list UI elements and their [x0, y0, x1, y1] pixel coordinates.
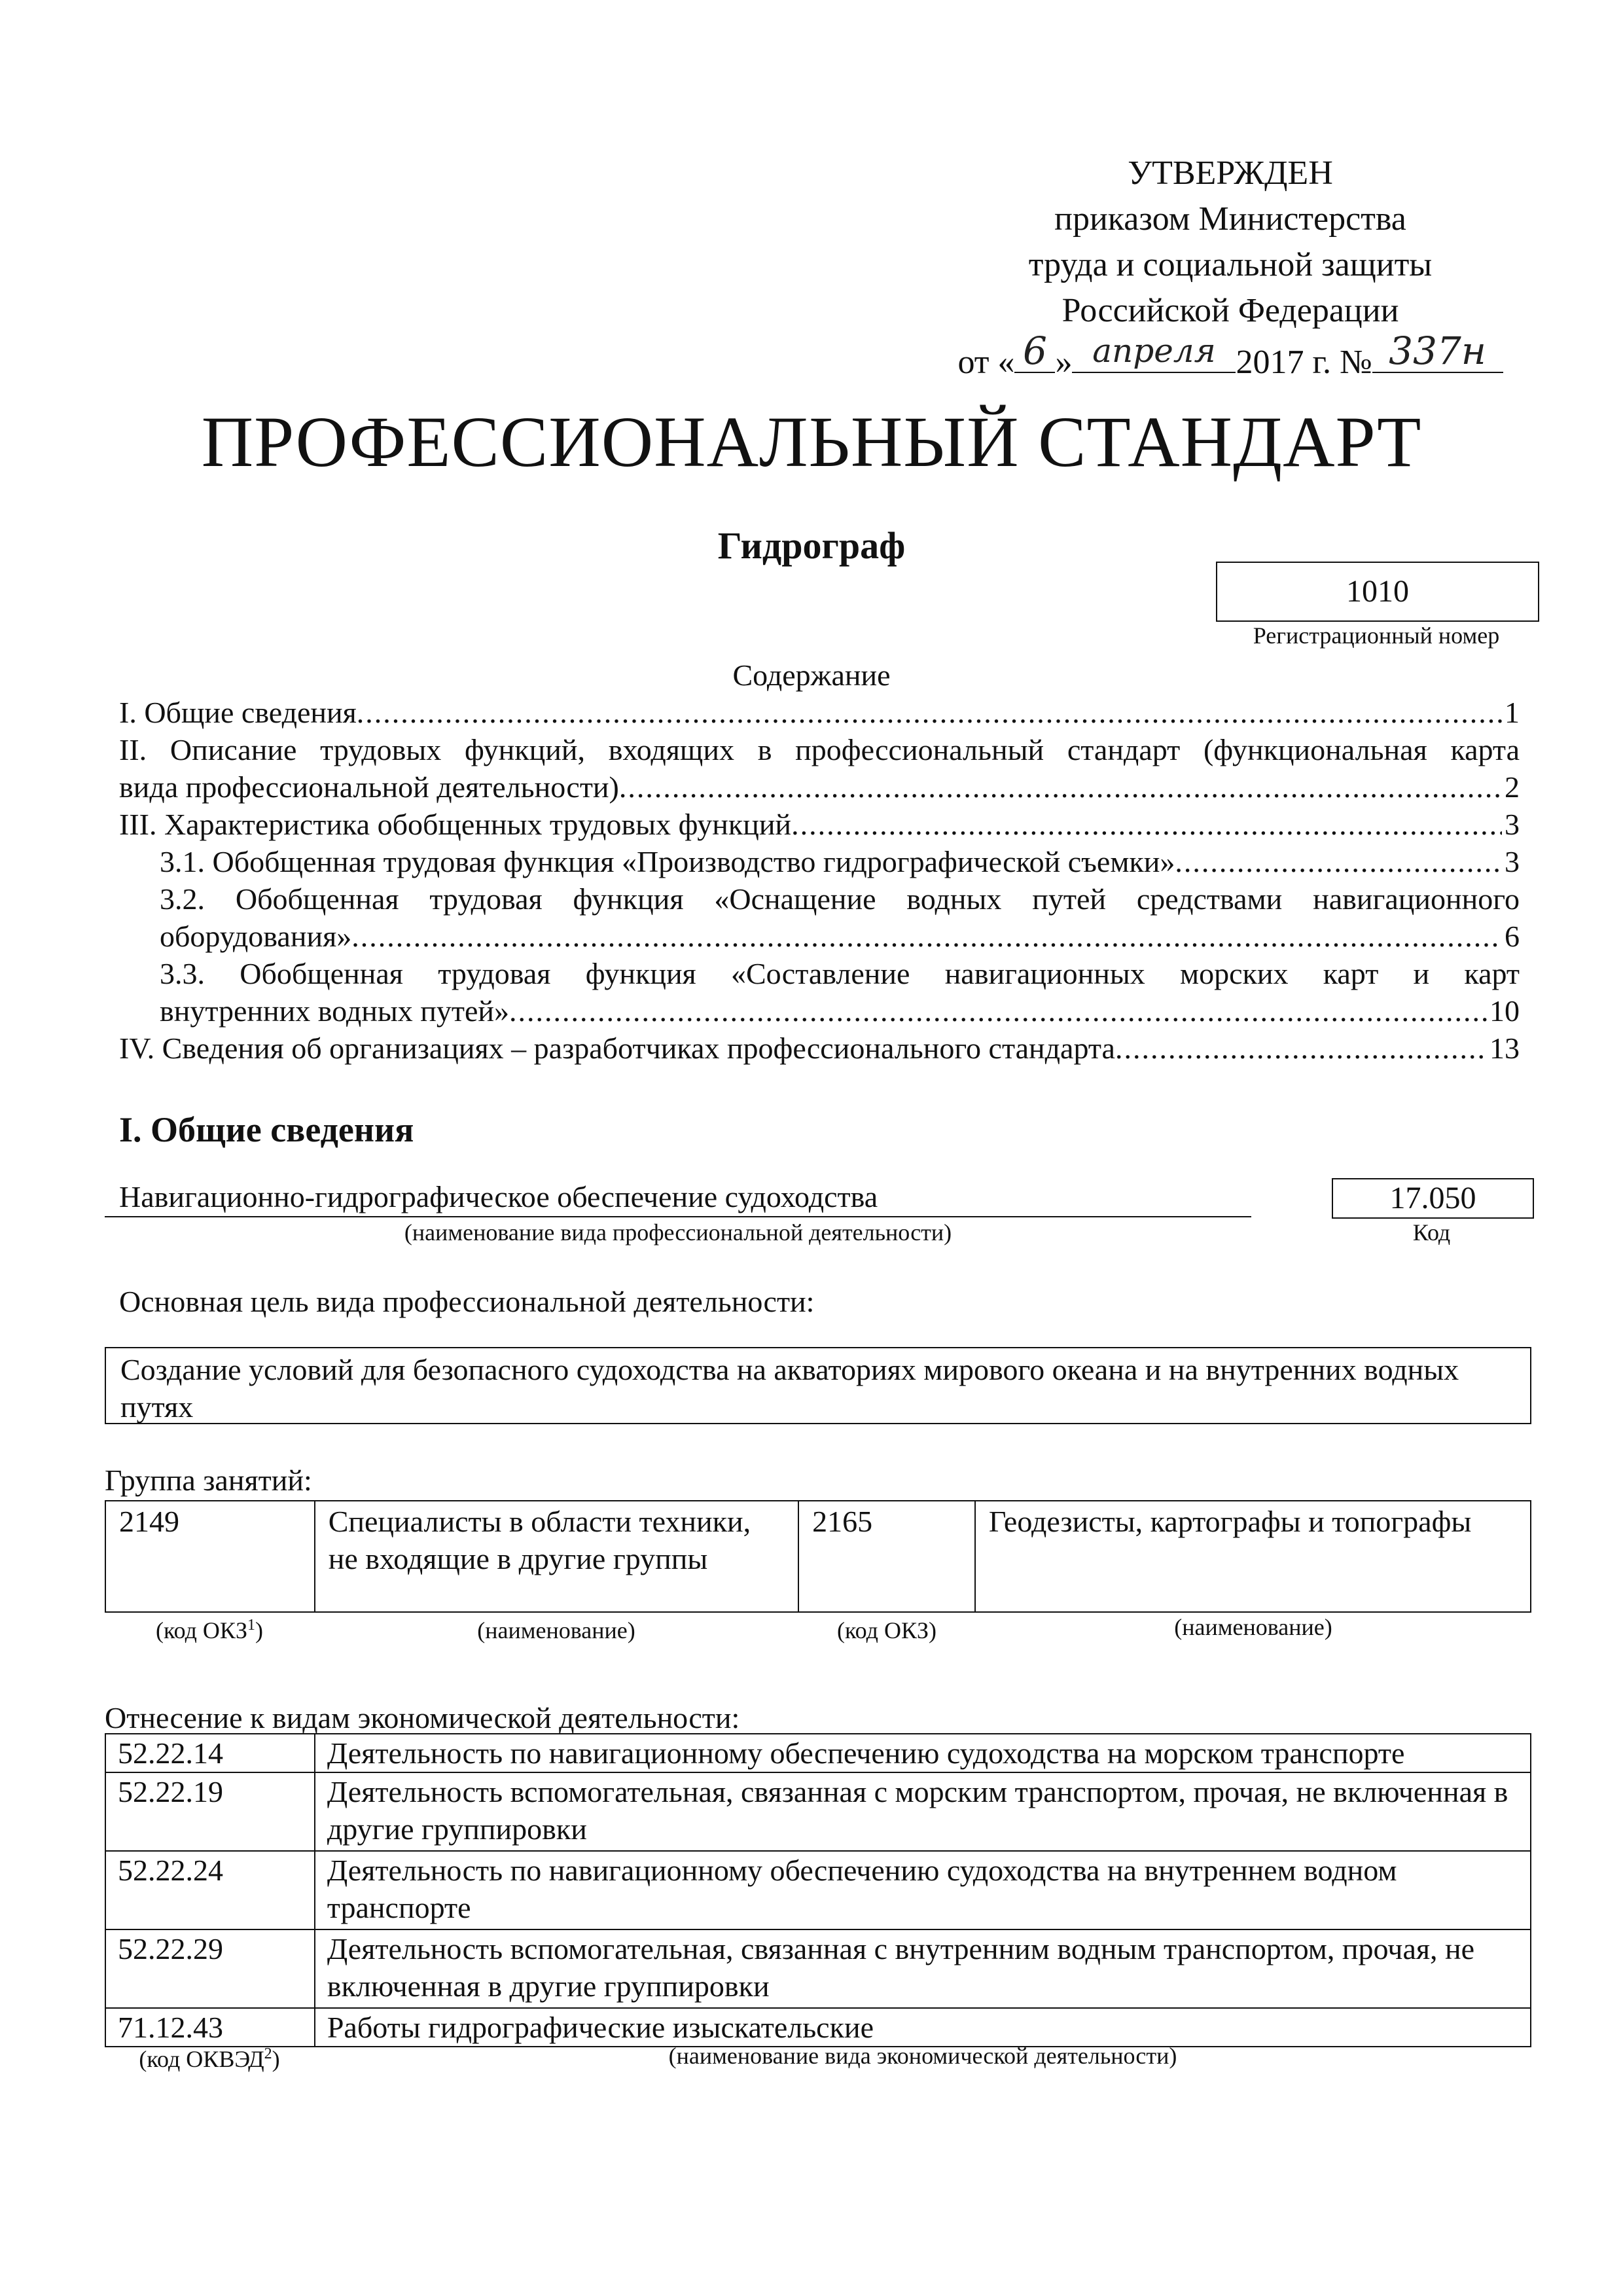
okz-code-cell: 2149 — [105, 1501, 315, 1612]
toc-item-3-3[interactable] — [119, 955, 1520, 1030]
toc-item-3-1[interactable] — [119, 843, 1520, 880]
okved-code-cell: 52.22.24 — [105, 1851, 315, 1929]
okz-code-caption — [105, 1617, 314, 1644]
toc-item-text-cont: внутренних водных путей» — [160, 994, 510, 1028]
approval-number-field — [1372, 329, 1503, 373]
approval-line-4: Российской Федерации — [1061, 292, 1399, 329]
approval-month-field — [1072, 334, 1236, 373]
approval-date-prefix: от « — [957, 344, 1015, 381]
approval-date-mid: » — [1055, 344, 1073, 381]
toc-title: Содержание — [732, 658, 891, 692]
toc-item-text: 3.3. Обобщенная трудовая функция «Составление навигационных морских карт и карт — [160, 957, 1520, 990]
toc-item-page: 1 — [1505, 696, 1520, 729]
caption-close: ) — [272, 2046, 280, 2072]
okved-table — [105, 1733, 1531, 2047]
toc-item-text: II. Описание трудовых функций, входящих в профессиональный стандарт (функциональная карта — [119, 733, 1520, 766]
toc-item-2[interactable] — [119, 731, 1520, 806]
caption-close: ) — [255, 1617, 263, 1643]
table-of-contents — [119, 694, 1520, 1067]
toc-item-text: III. Характеристика обобщенных трудовых функций — [119, 808, 792, 841]
caption-text: (код ОКВЭД — [139, 2046, 264, 2072]
okved-code-cell: 52.22.19 — [105, 1772, 315, 1851]
activity-code-caption: Код — [1412, 1219, 1451, 1246]
toc-item-text: IV. Сведения об организациях – разработчиках профессионального стандарта — [119, 1031, 1115, 1065]
okved-name-cell: Деятельность по навигационному обеспечению судоходства на внутреннем водном транспорте — [315, 1851, 1531, 1929]
table-row — [105, 1851, 1531, 1929]
toc-item-page: 3 — [1505, 808, 1520, 841]
footnote-mark[interactable]: 1 — [247, 1617, 255, 1634]
okz-code-caption-2: (код ОКЗ) — [837, 1617, 936, 1643]
approval-day-handwritten: 6 — [1023, 329, 1047, 373]
okz-code-cell: 2165 — [798, 1501, 975, 1612]
approval-date-line — [903, 329, 1558, 386]
goal-label: Основная цель вида профессиональной деятельности: — [119, 1285, 815, 1318]
occupation-group-table — [105, 1500, 1531, 1613]
group-label: Группа занятий: — [105, 1463, 312, 1497]
okz-name-cell: Геодезисты, картографы и топографы — [975, 1501, 1531, 1612]
toc-item-page: 10 — [1489, 994, 1520, 1028]
okved-name-caption: (наименование вида экономической деятельности) — [668, 2043, 1177, 2069]
table-row — [105, 1772, 1531, 1851]
toc-item-text: I. Общие сведения — [119, 696, 357, 729]
activity-caption: (наименование вида профессиональной деятельности) — [404, 1219, 952, 1246]
okved-code-caption — [105, 2045, 314, 2073]
toc-item-3[interactable] — [119, 806, 1520, 843]
approval-number-handwritten: 337н — [1389, 329, 1487, 373]
goal-box: Создание условий для безопасного судоходства на акваториях мирового океана и на внутренних водных путях — [105, 1347, 1531, 1424]
table-row — [105, 1501, 1531, 1612]
approval-year: 2017 г. № — [1236, 344, 1372, 381]
section-heading: I. Общие сведения — [119, 1110, 414, 1149]
okved-name-cell: Деятельность вспомогательная, связанная с внутренним водным транспортом, прочая, не включенная в другие группировки — [315, 1929, 1531, 2008]
approval-day-field — [1014, 329, 1055, 373]
activity-code-box: 17.050 — [1332, 1178, 1534, 1219]
approval-line-3: труда и социальной защиты — [1028, 246, 1433, 283]
document-subtitle: Гидрограф — [717, 524, 906, 567]
approval-line-2: приказом Министерства — [1054, 200, 1406, 238]
registration-number-box: 1010 — [1216, 562, 1539, 622]
table-row — [105, 1929, 1531, 2008]
toc-item-3-2[interactable] — [119, 880, 1520, 955]
approval-block — [903, 151, 1558, 386]
okved-code-cell: 52.22.29 — [105, 1929, 315, 2008]
activity-underline — [105, 1216, 1251, 1217]
toc-item-text: 3.1. Обобщенная трудовая функция «Производство гидрографической съемки» — [160, 845, 1175, 878]
okved-name-cell: Деятельность по навигационному обеспечению судоходства на морском транспорте — [315, 1734, 1531, 1772]
okved-label: Отнесение к видам экономической деятельности: — [105, 1701, 740, 1734]
okved-code-cell: 71.12.43 — [105, 2008, 315, 2047]
okz-name-caption-2: (наименование) — [1174, 1614, 1332, 1640]
caption-text: (код ОКЗ — [156, 1617, 247, 1643]
okved-name-cell: Работы гидрографические изыскательские — [315, 2008, 1531, 2047]
toc-item-page: 3 — [1505, 845, 1520, 878]
toc-item-text: 3.2. Обобщенная трудовая функция «Оснащение водных путей средствами навигационного — [160, 882, 1520, 916]
toc-item-page: 6 — [1505, 920, 1520, 953]
okz-name-caption: (наименование) — [477, 1617, 635, 1643]
toc-item-text-cont: оборудования» — [160, 920, 352, 953]
toc-item-1[interactable] — [119, 694, 1520, 731]
table-row — [105, 1734, 1531, 1772]
toc-item-page: 2 — [1505, 770, 1520, 804]
toc-item-4[interactable] — [119, 1030, 1520, 1067]
okz-name-cell: Специалисты в области техники, не входящие в другие группы — [315, 1501, 798, 1612]
registration-number-label: Регистрационный номер — [1253, 622, 1500, 649]
document-title: ПРОФЕССИОНАЛЬНЫЙ СТАНДАРТ — [201, 402, 1422, 482]
footnote-mark[interactable]: 2 — [264, 2045, 272, 2062]
toc-item-text-cont: вида профессиональной деятельности) — [119, 770, 619, 804]
approval-line-1: УТВЕРЖДЕН — [1128, 154, 1333, 192]
table-row — [105, 2008, 1531, 2047]
activity-name: Навигационно-гидрографическое обеспечение судоходства — [119, 1180, 878, 1213]
okved-code-cell: 52.22.14 — [105, 1734, 315, 1772]
okved-name-cell: Деятельность вспомогательная, связанная с морским транспортом, прочая, не включенная в другие группировки — [315, 1772, 1531, 1851]
toc-item-page: 13 — [1489, 1031, 1520, 1065]
approval-month-handwritten: апреля — [1092, 332, 1216, 370]
